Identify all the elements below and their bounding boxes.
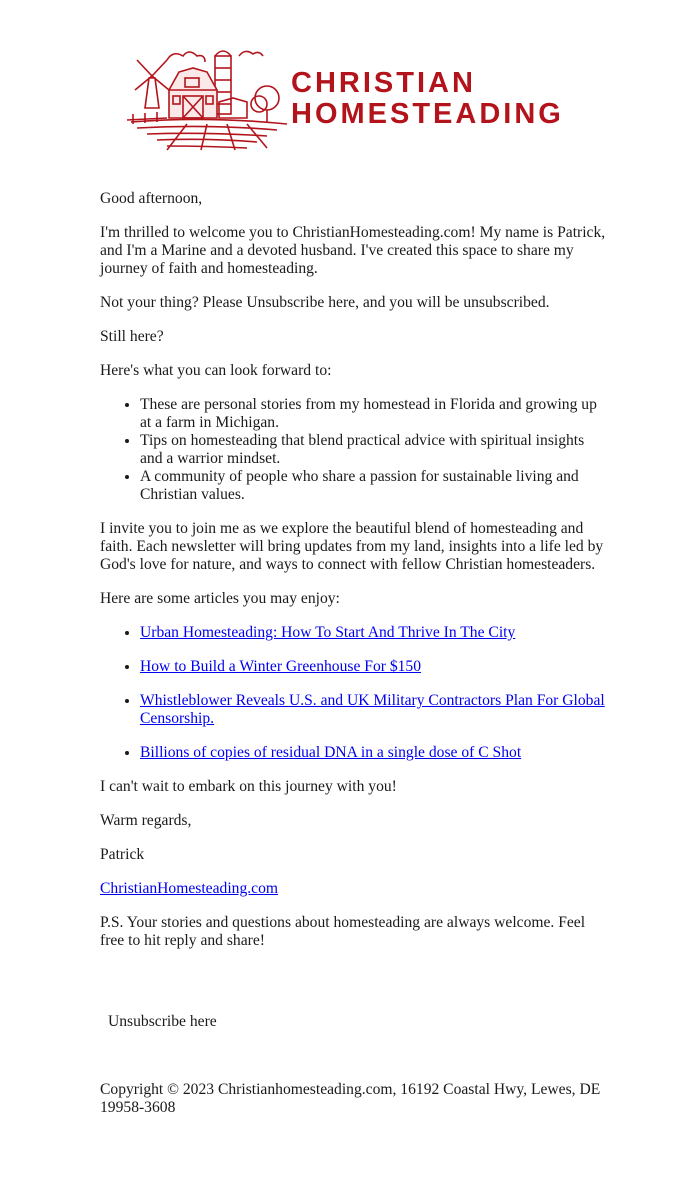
article-item: [140, 692, 610, 728]
article-item: [140, 658, 610, 676]
copyright-footer: Copyright © 2023 Christianhomesteading.com, 16192 Coastal Hwy, Lewes, DE 19958-3608: [100, 1081, 601, 1116]
intro-paragraph: I'm thrilled to welcome you to ChristianHomesteading.com! My name is Patrick, and I'm a Marine and a devoted husband. I've created this space to share my journey of faith and homesteading.: [100, 224, 606, 277]
look-forward-heading: Here's what you can look forward to:: [100, 362, 332, 379]
list-item: • These are personal stories from my homestead in Florida and growing up at a farm in Michigan.: [140, 396, 610, 432]
brand-line-1: CHRISTIAN: [291, 67, 476, 99]
email-body: [100, 190, 610, 966]
article-link-urban-homesteading[interactable]: Urban Homesteading: How To Start And Thrive In The City: [140, 624, 516, 641]
unsubscribe-link[interactable]: Unsubscribe here: [108, 1013, 217, 1030]
article-item: [140, 744, 610, 762]
unsubscribe-note: Not your thing? Please Unsubscribe here, and you will be unsubscribed.: [100, 294, 550, 311]
list-item: • Tips on homesteading that blend practical advice with spiritual insights and a warrior mindset.: [140, 432, 610, 468]
article-link-winter-greenhouse[interactable]: How to Build a Winter Greenhouse For $150: [140, 658, 422, 675]
still-here: Still here?: [100, 328, 164, 345]
site-link[interactable]: ChristianHomesteading.com: [100, 880, 278, 897]
invite-paragraph: I invite you to join me as we explore the beautiful blend of homesteading and faith. Each newsletter will bring updates from my land, insights into a life led by God's love for nature, and ways to connect with fellow Christian homesteaders.: [100, 520, 604, 573]
articles-heading: Here are some articles you may enjoy:: [100, 590, 340, 607]
article-item: [140, 624, 610, 642]
article-link-whistleblower[interactable]: Whistleblower Reveals U.S. and UK Military Contractors Plan For Global Censorship.: [140, 692, 605, 727]
list-item: • A community of people who share a passion for sustainable living and Christian values.: [140, 468, 610, 504]
closing-line: I can't wait to embark on this journey with you!: [100, 778, 397, 795]
topics-list: [100, 396, 610, 504]
regards: Warm regards,: [100, 812, 192, 829]
brand-logo: [127, 38, 587, 153]
articles-list: [100, 624, 610, 762]
brand-wordmark: [291, 68, 564, 130]
site-link-row: [100, 880, 610, 898]
ps-paragraph: P.S. Your stories and questions about homesteading are always welcome. Feel free to hit reply and share!: [100, 914, 586, 949]
signature: Patrick: [100, 846, 145, 863]
article-link-residual-dna[interactable]: Billions of copies of residual DNA in a single dose of C Shot: [140, 744, 522, 761]
brand-line-2: HOMESTEADING: [291, 98, 564, 130]
farm-barn-icon: [127, 38, 292, 153]
greeting: Good afternoon,: [100, 190, 203, 207]
